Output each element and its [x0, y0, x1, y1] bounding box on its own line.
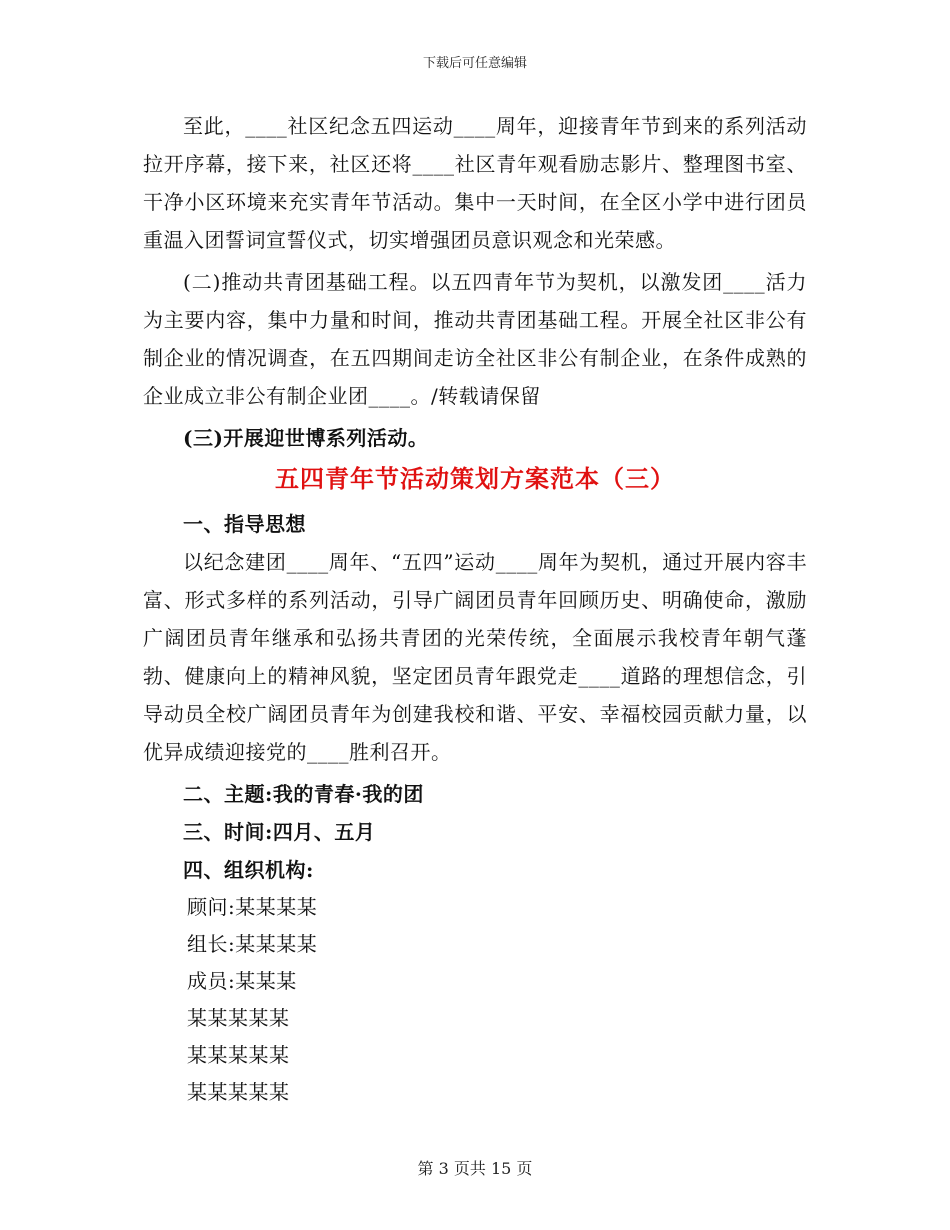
- paragraph-community-activities: 至此，____社区纪念五四运动____周年，迎接青年节到来的系列活动拉开序幕，接下来，社区还将____社区青年观看励志影片、整理图书室、干净小区环境来充实青年节活动。集中一天时间，在全区小学中进行团员重温入团誓词宣誓仪式，切实增强团员意识观念和光荣感。: [143, 114, 807, 252]
- org-member-line: 某某某某某: [187, 1043, 290, 1067]
- org-member-line: 某某某某某: [187, 1080, 290, 1104]
- document-body: [143, 107, 807, 1111]
- heading-theme: 二、主题:我的青春·我的团: [183, 782, 424, 806]
- org-advisor: 顾问:某某某某: [187, 895, 318, 919]
- heading-organization: 四、组织机构:: [183, 858, 314, 882]
- org-members: 成员:某某某: [187, 969, 297, 993]
- section-title: 五四青年节活动策划方案范本（三）: [275, 464, 675, 493]
- org-member-line: 某某某某某: [187, 1006, 290, 1030]
- heading-expo-activities: (三)开展迎世博系列活动。: [183, 426, 429, 450]
- heading-time: 三、时间:四月、五月: [183, 820, 376, 844]
- paragraph-guiding-ideology: 以纪念建团____周年、“五四”运动____周年为契机，通过开展内容丰富、形式多样的系列活动，引导广阔团员青年回顾历史、明确使命，激励广阔团员青年继承和弘扬共青团的光荣传统，全面展示我校青年朝气蓬勃、健康向上的精神风貌，坚定团员青年跟党走____道路的理想信念，引导动员全校广阔团员青年为创建我校和谐、平安、幸福校园贡献力量，以优异成绩迎接党的____胜利召开。: [143, 550, 807, 764]
- paragraph-youth-league-project: (二)推动共青团基础工程。以五四青年节为契机，以激发团____活力为主要内容，集中力量和时间，推动共青团基础工程。开展全社区非公有制企业的情况调查，在五四期间走访全社区非公有制企业，在条件成熟的企业成立非公有制企业团____。/转载请保留: [143, 270, 807, 408]
- org-leader: 组长:某某某某: [187, 932, 318, 956]
- page-number: 第 3 页共 15 页: [417, 1159, 533, 1178]
- page-header: 下载后可任意编辑: [422, 56, 527, 71]
- heading-guiding-ideology: 一、指导思想: [183, 512, 306, 536]
